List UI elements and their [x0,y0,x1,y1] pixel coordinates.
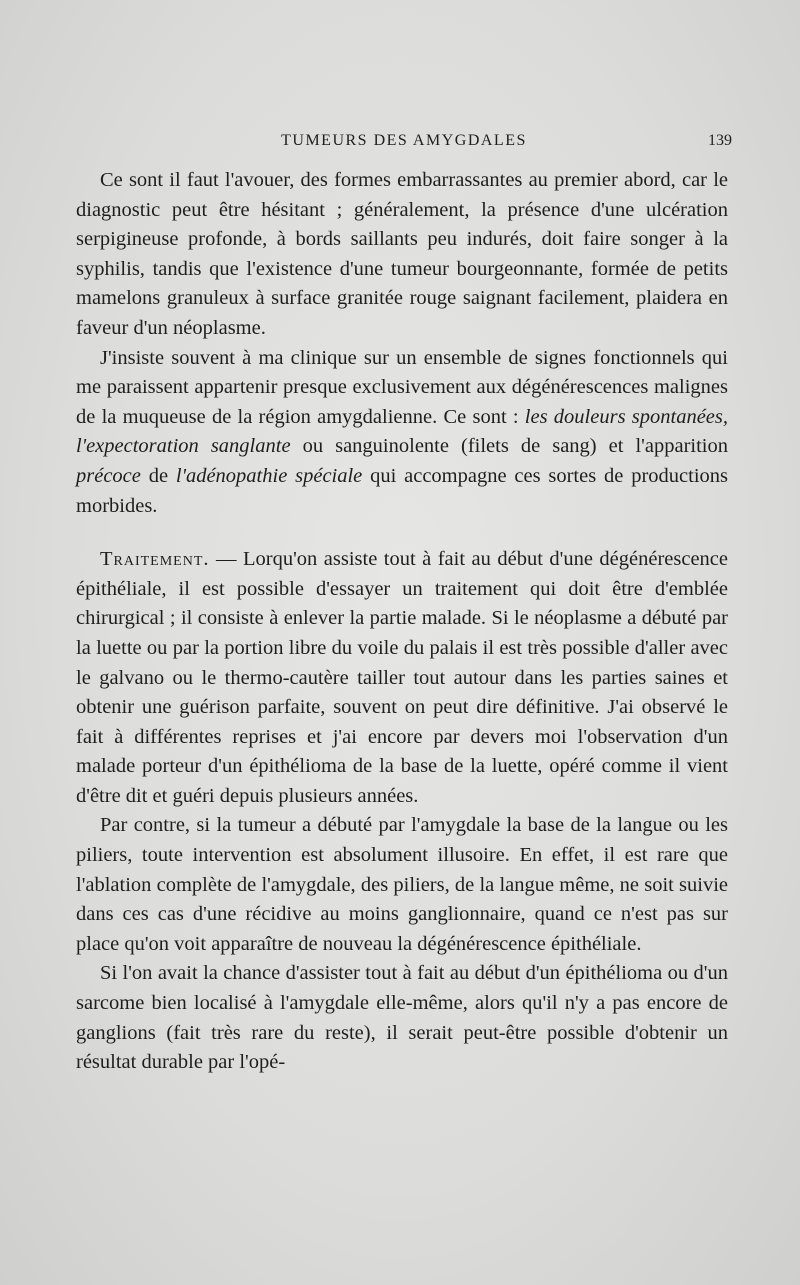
paragraph-2-text-c: de [140,464,176,487]
page-number: 139 [708,132,732,149]
paragraph-2-text-b: ou sanguinolente (filets de sang) et l'apparition [290,435,728,458]
paragraph-5: Si l'on avait la chance d'assister tout à fait au début d'un épithélioma ou d'un sarcome bien localisé à l'amygdale elle-même, alors qu'il n'y a pas encore de ganglions (fait très rare du reste), il serait peut-être possible d'obtenir un résultat durable par l'opé- [76,962,728,1074]
paragraph-2-text-a: J'insiste souvent à ma clinique sur un ensemble de signes fonctionnels qui me paraissent appartenir presque exclusivement aux dégénérescences malignes de la muqueuse de la région amygdalienne. Ce sont : [76,346,728,428]
paragraph-2-italic-3: l'adénopathie spéciale [175,464,363,487]
paragraph-2-italic-1: les douleurs spontanées, l'expectoration sanglante [76,405,728,458]
body-text [76,166,728,1078]
paragraph-3 [76,545,728,811]
paragraph-4: Par contre, si la tumeur a débuté par l'amygdale la base de la langue ou les piliers, toute intervention est absolument illusoire. En effet, il est rare que l'ablation complète de l'amygdale, des piliers, de la langue même, ne soit suivie dans ces cas d'une récidive au moins ganglionnaire, quand ce n'est pas sur place qu'on voit apparaître de nouveau la dégénérescence épithéliale. [76,814,728,955]
section-label-traitement: Traitement. [100,548,210,571]
page-header [76,128,732,158]
paragraph-3-text: — Lorqu'on assiste tout à fait au début d'une dégénérescence épithéliale, il est possible d'essayer un traitement qui doit être d'emblée chirurgical ; il consiste à enlever la partie malade. Si le néoplasme a débuté par la luette ou par la portion libre du voile du palais il est très possible d'aller avec le galvano ou le thermo-cautère tailler tout autour dans les parties saines et obtenir une guérison parfaite, souvent on peut dire définitive. J'ai observé le fait à différentes reprises et j'ai encore par devers moi l'observation d'un malade porteur d'un épithélioma de la base de la luette, opéré comme il vient d'être dit et guéri depuis plusieurs années. [76,548,728,807]
running-head: TUMEURS DES AMYGDALES [281,132,527,149]
paragraph-1: Ce sont il faut l'avouer, des formes embarrassantes au premier abord, car le diagnostic peut être hésitant ; généralement, la présence d'une ulcération serpigineuse profonde, à bords saillants peu indurés, doit faire songer à la syphilis, tandis que l'existence d'une tumeur bourgeonnante, formée de petits mamelons granuleux à surface granitée rouge saignant facilement, plaidera en faveur d'un néoplasme. [76,169,728,339]
paragraph-2-text-d: qui accompagne ces sortes de productions morbides. [76,464,728,517]
paragraph-2 [76,344,728,522]
paragraph-2-italic-2: précoce [76,464,141,487]
